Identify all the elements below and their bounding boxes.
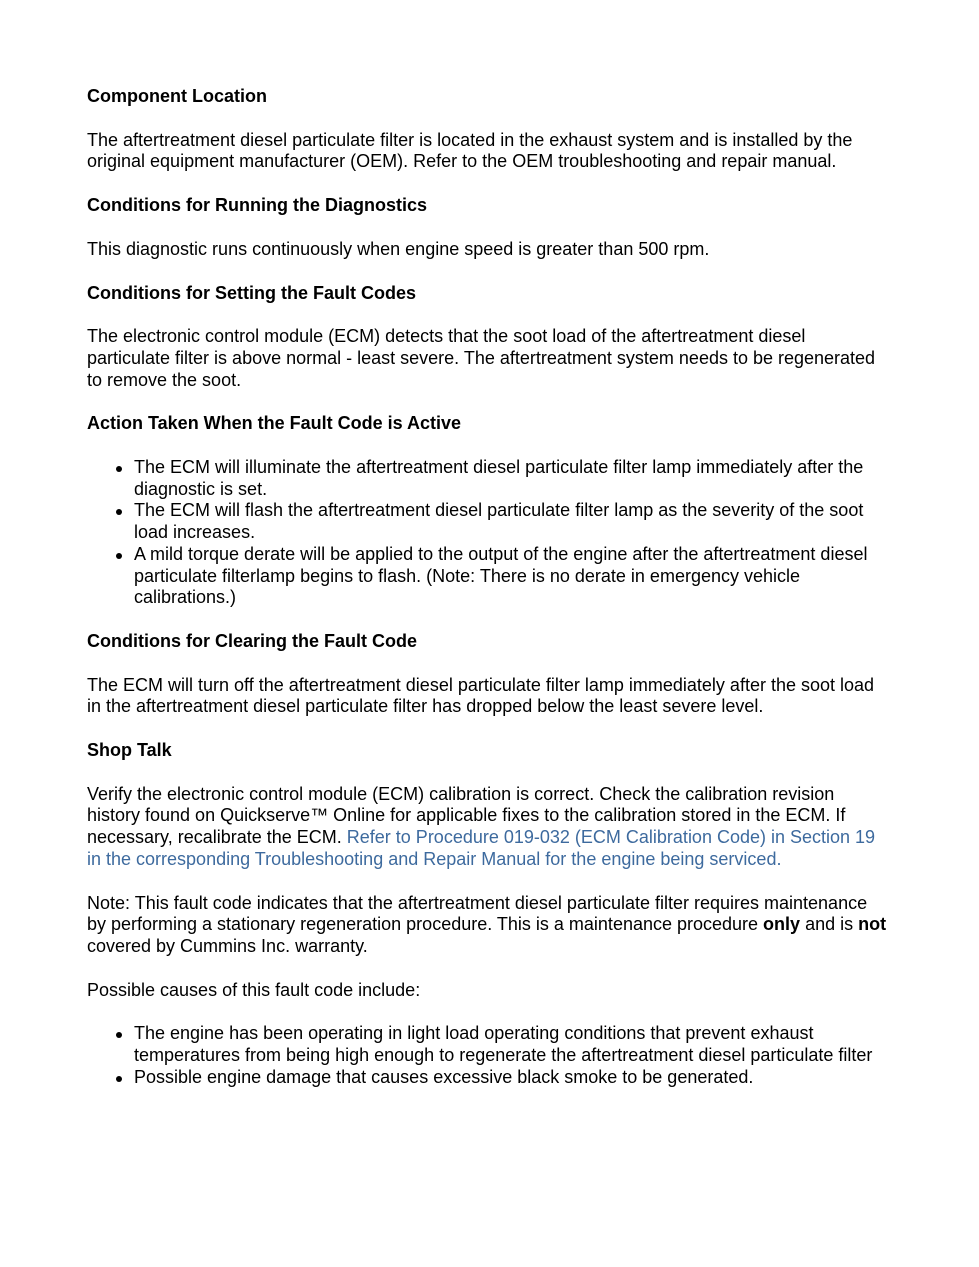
note-text-2: and is <box>800 914 859 935</box>
paragraph-note <box>87 893 889 958</box>
heading-component-location: Component Location <box>87 86 267 106</box>
paragraph-conditions-running: This diagnostic runs continuously when engine speed is greater than 500 rpm. <box>87 238 710 259</box>
paragraph-component-location: The aftertreatment diesel particulate filter is located in the exhaust system and is installed by the original equipment manufacturer (OEM). Refer to the OEM troubleshooting and repair manual. <box>87 129 853 172</box>
procedure-link[interactable]: Refer to Procedure 019-032 (ECM Calibration Code) in Section 19 in the corresponding Troubleshooting and Repair Manual for the engine being serviced. <box>87 827 876 869</box>
heading-conditions-clearing: Conditions for Clearing the Fault Code <box>87 630 417 651</box>
list-item: A mild torque derate will be applied to the output of the engine after the aftertreatment diesel particulate filterlamp begins to flash. (Note: There is no derate in emergency vehicle calibrations.) <box>134 544 889 609</box>
list-item: Possible engine damage that causes excessive black smoke to be generated. <box>134 1067 889 1089</box>
shop-talk-text: Verify the electronic control module (ECM) calibration is correct. Check the calibration revision history found on Quickserve™ Online for applicable fixes to the calibration stored in the ECM. If necessary, recalibrate the ECM. <box>87 783 846 848</box>
list-item: The ECM will illuminate the aftertreatment diesel particulate filter lamp immediately after the diagnostic is set. <box>134 457 889 500</box>
heading-conditions-running: Conditions for Running the Diagnostics <box>87 195 427 216</box>
heading-shop-talk: Shop Talk <box>87 740 172 761</box>
list-item: The engine has been operating in light load operating conditions that prevent exhaust temperatures from being high enough to regenerate the aftertreatment diesel particulate filter <box>134 1023 889 1066</box>
note-text-1: Note: This fault code indicates that the aftertreatment diesel particulate filter requires maintenance by performing a stationary regeneration procedure. This is a maintenance procedure <box>87 892 868 935</box>
paragraph-conditions-clearing: The ECM will turn off the aftertreatment diesel particulate filter lamp immediately after the soot load in the aftertreatment diesel particulate filter has dropped below the least severe level. <box>87 674 875 717</box>
note-bold-only: only <box>763 914 801 935</box>
paragraph-shop-talk <box>87 784 889 871</box>
document-page <box>87 86 889 1089</box>
list-action-taken <box>87 457 889 609</box>
heading-action-taken: Action Taken When the Fault Code is Active <box>87 413 462 434</box>
paragraph-possible-causes: Possible causes of this fault code include: <box>87 979 421 1000</box>
list-possible-causes <box>87 1023 889 1088</box>
paragraph-conditions-setting: The electronic control module (ECM) detects that the soot load of the aftertreatment diesel particulate filter is above normal - least severe. The aftertreatment system needs to be regenerated to remove the soot. <box>87 326 876 390</box>
note-bold-not: not <box>858 914 887 935</box>
list-item: The ECM will flash the aftertreatment diesel particulate filter lamp as the severity of the soot load increases. <box>134 500 889 543</box>
note-text-3: covered by Cummins Inc. warranty. <box>87 935 368 956</box>
heading-conditions-setting: Conditions for Setting the Fault Codes <box>87 282 416 303</box>
